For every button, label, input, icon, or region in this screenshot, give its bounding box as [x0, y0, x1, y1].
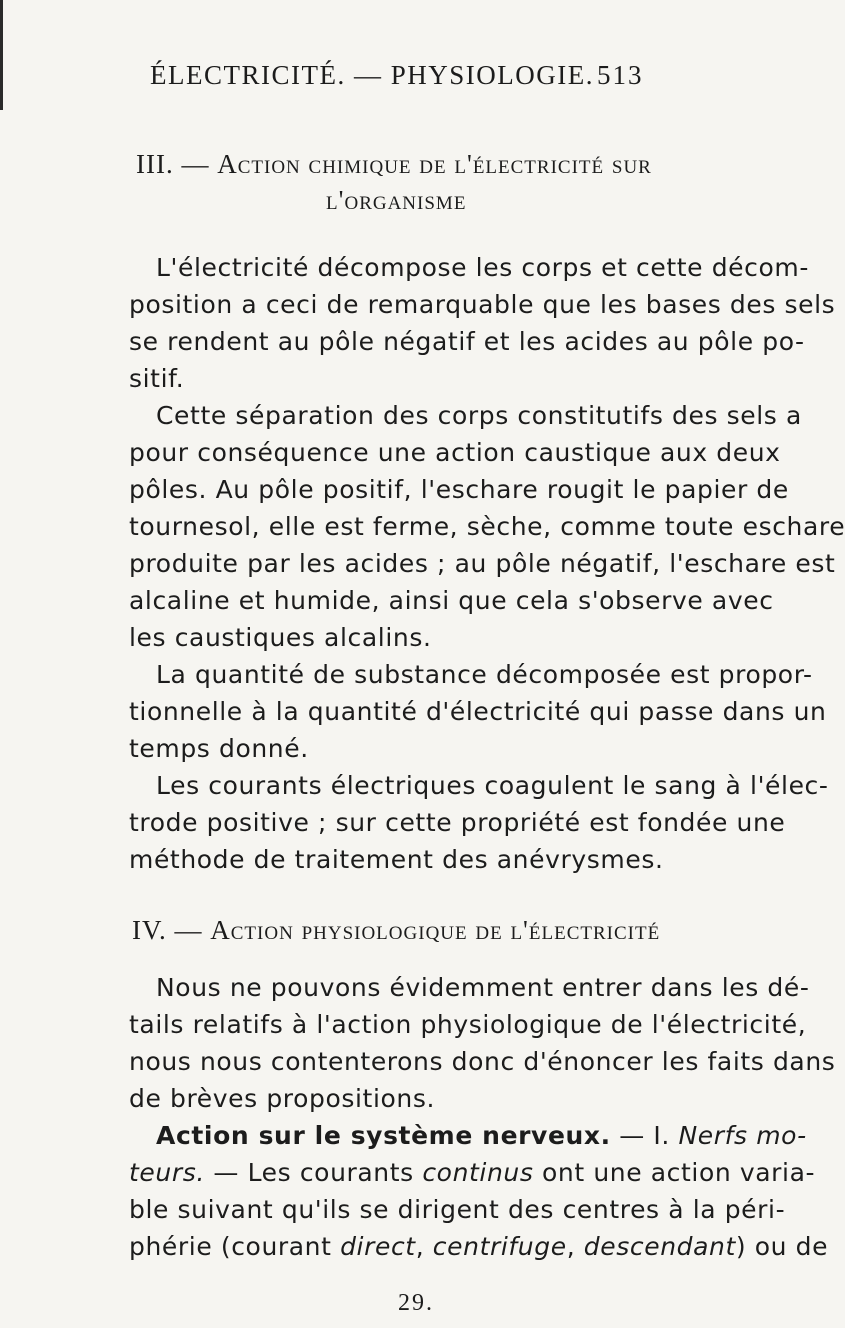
body-line: tournesol, elle est ferme, sèche, comme toute eschare: [129, 512, 845, 541]
subsection-italic-word: direct: [340, 1232, 416, 1261]
body-line: nous nous contenterons donc d'énoncer les faits dans: [129, 1047, 836, 1076]
subsection-text: ont une action varia-: [533, 1158, 816, 1187]
section-three-title: Action chimique de l'électricité sur: [217, 149, 652, 179]
body-line: Nous ne pouvons évidemment entrer dans les dé-: [156, 973, 810, 1002]
page-number: 513: [597, 60, 644, 90]
subsection-text: ,: [566, 1232, 584, 1261]
section-three-title-line2: l'organisme: [326, 185, 467, 215]
body-line: Les courants électriques coagulent le sang à l'élec-: [156, 771, 829, 800]
subsection-text: phérie (courant: [129, 1232, 341, 1261]
subsection-line-2: [129, 1155, 815, 1191]
subsection-bold-label: Action sur le système nerveux.: [156, 1121, 611, 1150]
subsection-line-1: [156, 1118, 807, 1154]
subsection-line-3: ble suivant qu'ils se dirigent des centres à la péri-: [129, 1195, 786, 1224]
subsection-text: — Les courants: [204, 1158, 423, 1187]
subsection-italic-title: Nerfs mo-: [678, 1121, 807, 1150]
body-line: produite par les acides ; au pôle négatif, l'eschare est: [129, 549, 836, 578]
section-three-heading-line1: [136, 144, 652, 184]
body-line: temps donné.: [129, 734, 309, 763]
section-three-number: III. —: [136, 149, 210, 179]
printer-signature: 29.: [398, 1290, 434, 1316]
subsection-line-4: [129, 1229, 828, 1265]
body-line: La quantité de substance décomposée est propor-: [156, 660, 813, 689]
body-line: L'électricité décompose les corps et cette décom-: [156, 253, 809, 282]
subsection-text: ) ou de: [735, 1232, 829, 1261]
body-line: tionnelle à la quantité d'électricité qui passe dans un: [129, 697, 827, 726]
body-line: se rendent au pôle négatif et les acides au pôle po-: [129, 327, 805, 356]
section-four-number: IV. —: [132, 915, 203, 945]
body-line: alcaline et humide, ainsi que cela s'observe avec: [129, 586, 774, 615]
subsection-italic-word: continus: [422, 1158, 534, 1187]
body-line: pôles. Au pôle positif, l'eschare rougit le papier de: [129, 475, 789, 504]
subsection-prefix: — I.: [610, 1121, 679, 1150]
body-line: Cette séparation des corps constitutifs des sels a: [156, 401, 802, 430]
body-line: de brèves propositions.: [129, 1084, 436, 1113]
body-line: tails relatifs à l'action physiologique de l'électricité,: [129, 1010, 807, 1039]
subsection-italic-word: teurs.: [129, 1158, 205, 1187]
body-line: les caustiques alcalins.: [129, 623, 432, 652]
body-line: pour conséquence une action caustique aux deux: [129, 438, 781, 467]
subsection-italic-word: descendant: [583, 1232, 736, 1261]
body-line: sitif.: [129, 364, 185, 393]
body-line: méthode de traitement des anévrysmes.: [129, 845, 664, 874]
section-four-title: Action physiologique de l'électricité: [210, 915, 661, 945]
section-four-heading-line: [132, 910, 660, 950]
subsection-text: ,: [415, 1232, 433, 1261]
running-title: ÉLECTRICITÉ. — PHYSIOLOGIE.: [150, 60, 594, 90]
body-line: trode positive ; sur cette propriété est fondée une: [129, 808, 786, 837]
subsection-italic-word: centrifuge: [432, 1232, 567, 1261]
running-head: [0, 60, 800, 100]
body-line: position a ceci de remarquable que les bases des sels: [129, 290, 836, 319]
